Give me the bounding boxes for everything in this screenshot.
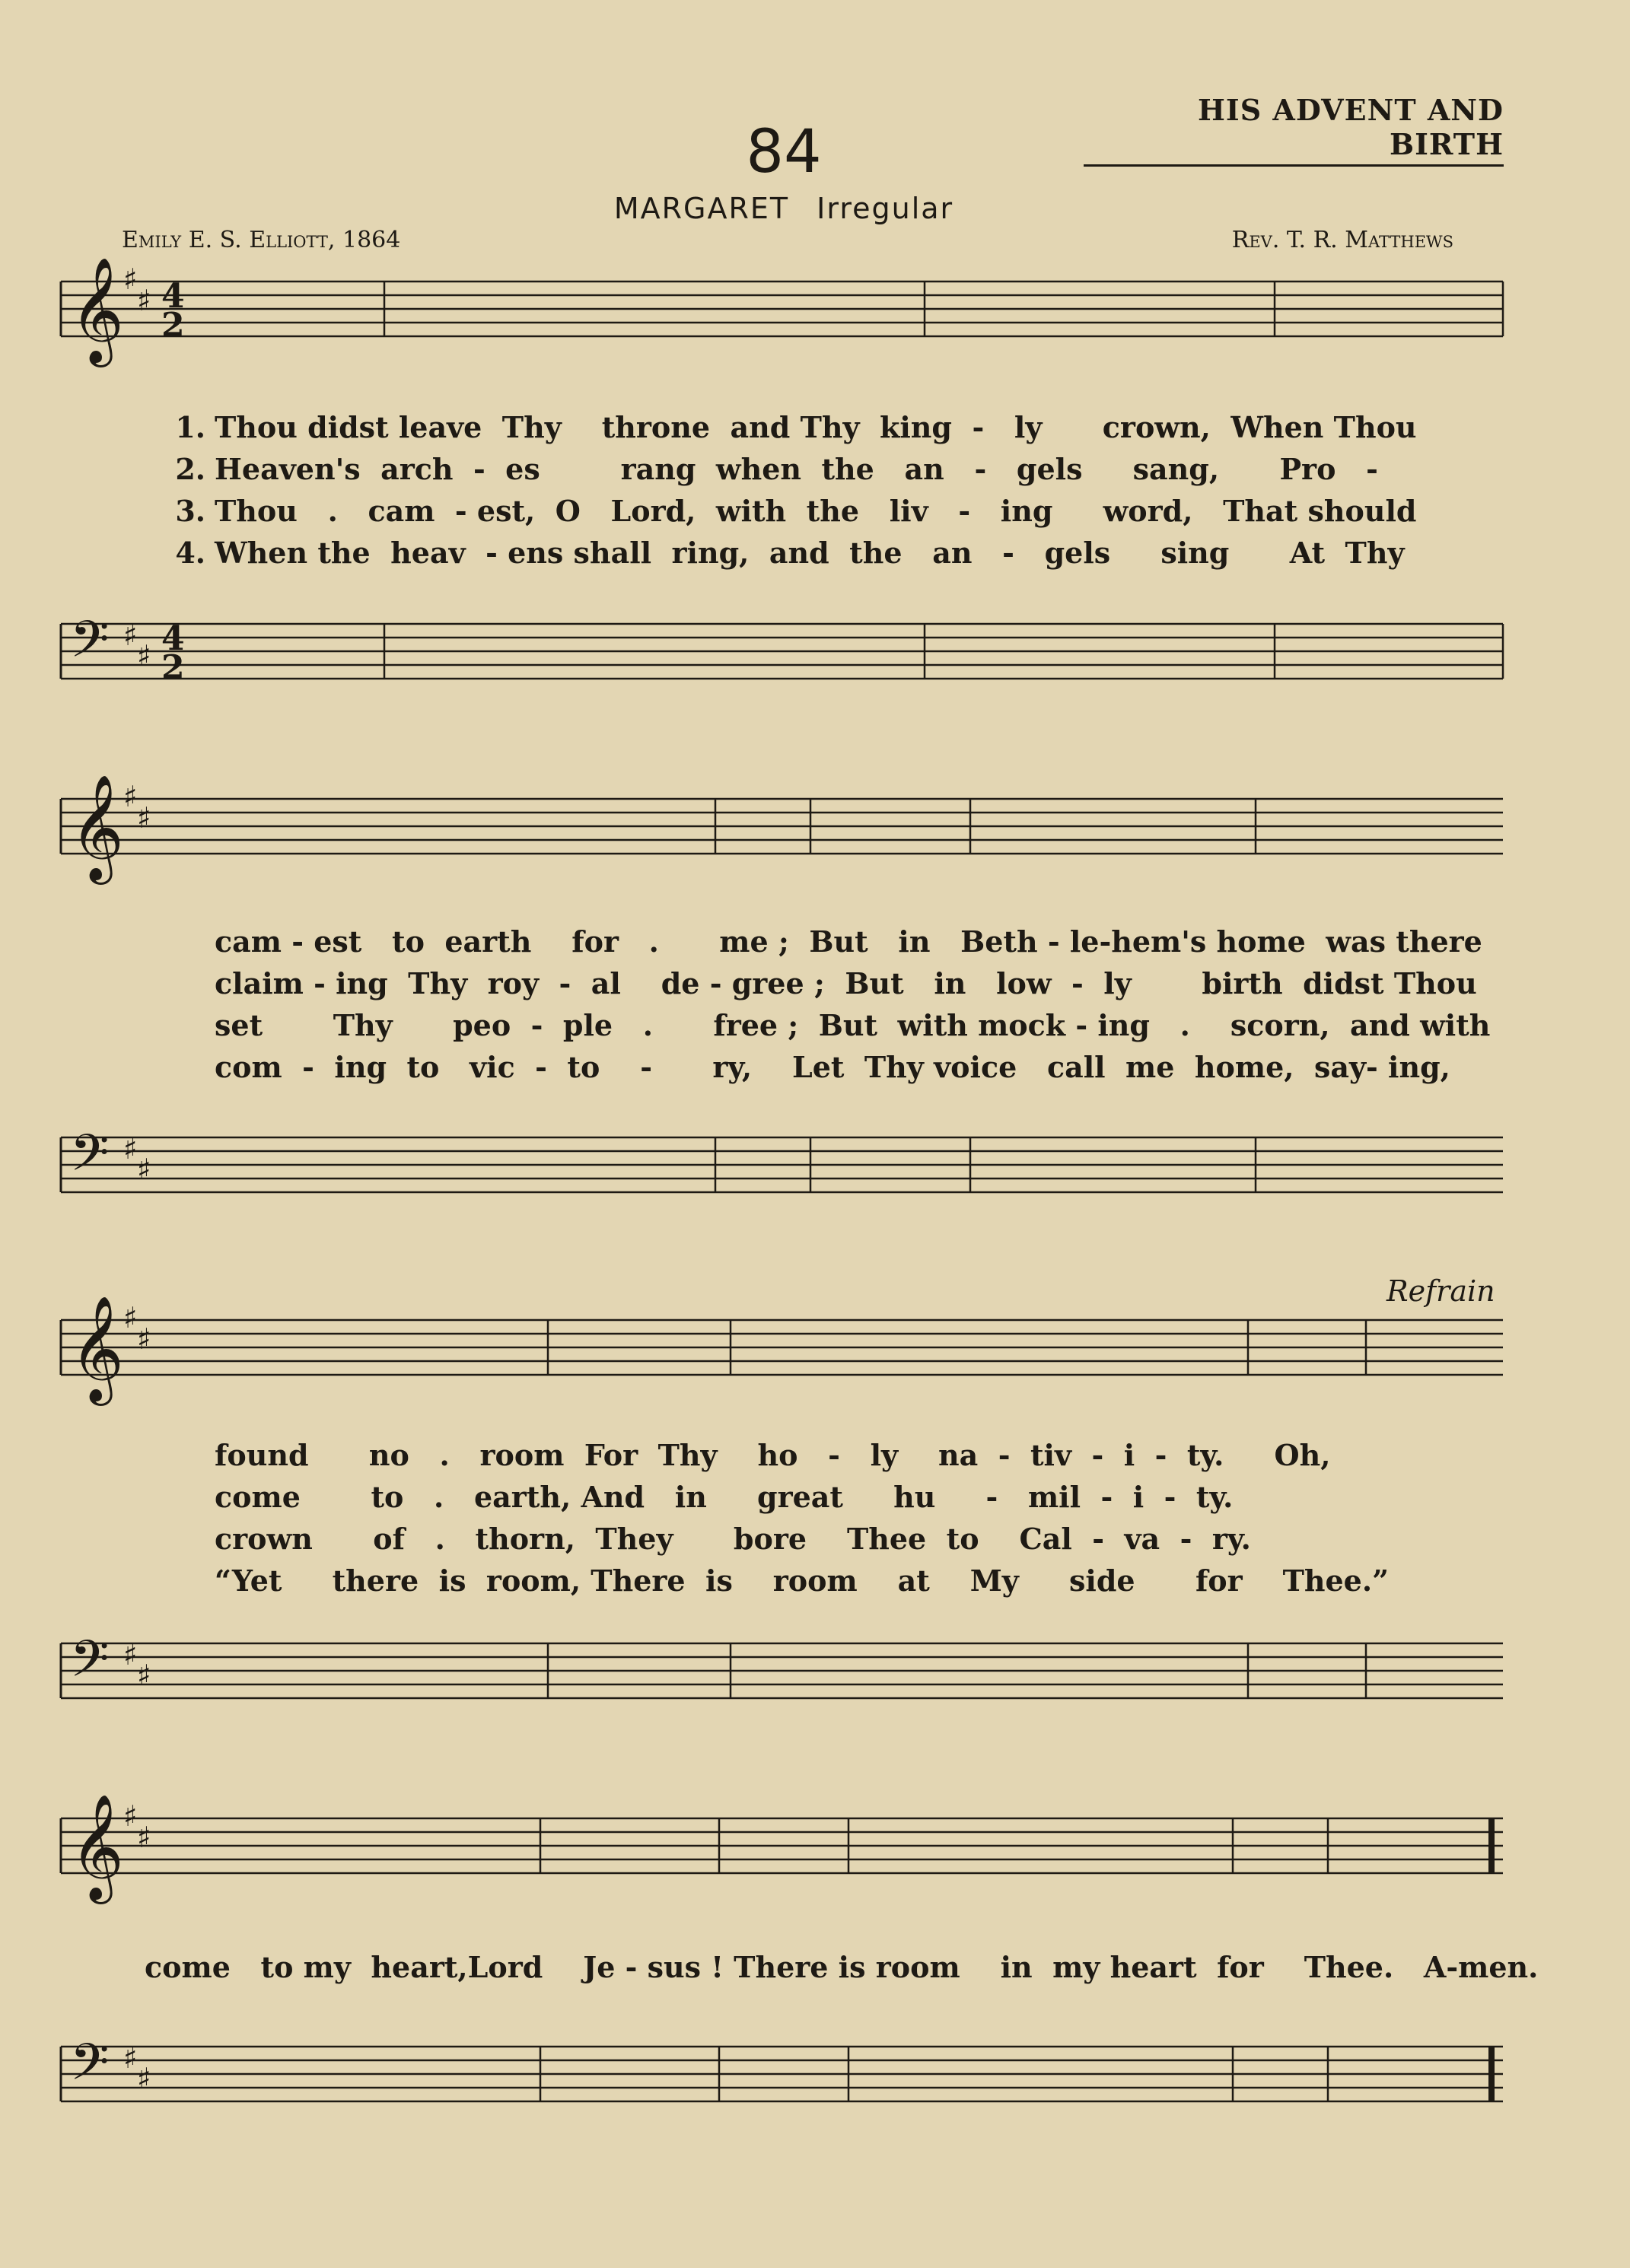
key-signature-sharp-icon: ♯ [123, 1799, 138, 1833]
bass-clef-icon: 𝄢 [70, 2033, 110, 2104]
lyric-line-verse-1: come to my heart,Lord Je - sus ! There is room in my heart for Thee. A-men. [145, 1950, 1539, 1984]
lyrics-system-4 [145, 1946, 1539, 1988]
treble-clef-icon: 𝄞 [70, 775, 124, 880]
key-signature-sharp-icon: ♯ [137, 1153, 151, 1186]
lyric-line-verse-1: found no . room For Thy ho - ly na - tiv - i - ty. Oh, [215, 1438, 1331, 1472]
key-signature-sharp-icon: ♯ [137, 2062, 151, 2095]
lyric-line-verse-2: come to . earth, And in great hu - mil - i - ty. [215, 1480, 1234, 1514]
treble-staff-system-1 [0, 257, 1630, 363]
tune-line [548, 192, 1020, 225]
key-signature-sharp-icon: ♯ [123, 262, 138, 296]
treble-staff-system-2 [0, 775, 1630, 880]
composer-credit: Rev. T. R. Matthews [1231, 227, 1453, 253]
author-credit: Emily E. S. Elliott, 1864 [122, 227, 401, 253]
key-signature-sharp-icon: ♯ [123, 1301, 138, 1334]
lyric-line-verse-4: “Yet there is room, There is room at My side for Thee.” [215, 1563, 1389, 1598]
time-signature-top: 4 [161, 619, 185, 658]
time-signature-bottom: 2 [161, 648, 185, 687]
lyric-line-verse-3: 3. Thou . cam - est, O Lord, with the liv - ing word, That should [175, 494, 1417, 528]
hymn-number: 84 [746, 118, 822, 186]
bass-staff-system-1 [0, 610, 1630, 700]
lyric-line-verse-2: claim - ing Thy roy - al de - gree ; But in low - ly birth didst Thou [215, 966, 1477, 1000]
lyrics-system-3 [160, 1434, 1530, 1602]
key-signature-sharp-icon: ♯ [137, 284, 151, 317]
key-signature-sharp-icon: ♯ [123, 619, 138, 652]
lyric-line-verse-3: set Thy peo - ple . free ; But with mock - ing . scorn, and with [215, 1008, 1491, 1042]
treble-staff-system-4 [0, 1794, 1630, 1900]
treble-clef-icon: 𝄞 [70, 1296, 124, 1401]
refrain-label: Refrain [1386, 1274, 1495, 1308]
bass-clef-icon: 𝄢 [70, 1630, 110, 1700]
treble-clef-icon: 𝄞 [70, 257, 124, 363]
key-signature-sharp-icon: ♯ [137, 1322, 151, 1356]
lyrics-system-2 [160, 921, 1530, 1088]
section-header: HIS ADVENT AND BIRTH [1084, 93, 1504, 167]
key-signature-sharp-icon: ♯ [123, 1638, 138, 1672]
key-signature-sharp-icon: ♯ [137, 801, 151, 835]
time-signature-top: 4 [161, 277, 185, 316]
lyric-line-verse-4: 4. When the heav - ens shall ring, and the an - gels sing At Thy [175, 536, 1405, 570]
time-signature-bottom: 2 [161, 306, 185, 345]
treble-staff-system-3 [0, 1296, 1630, 1401]
bass-clef-icon: 𝄢 [70, 610, 110, 681]
key-signature-sharp-icon: ♯ [137, 1659, 151, 1692]
lyric-line-verse-1: cam - est to earth for . me ; But in Beth - le-hem's home was there [215, 924, 1482, 959]
bass-clef-icon: 𝄢 [70, 1124, 110, 1194]
key-signature-sharp-icon: ♯ [137, 639, 151, 673]
key-signature-sharp-icon: ♯ [123, 780, 138, 813]
bass-staff-system-2 [0, 1124, 1630, 1214]
key-signature-sharp-icon: ♯ [123, 2041, 138, 2075]
treble-clef-icon: 𝄞 [70, 1794, 124, 1900]
key-signature-sharp-icon: ♯ [123, 1132, 138, 1166]
lyric-line-verse-2: 2. Heaven's arch - es rang when the an - gels sang, Pro - [175, 452, 1378, 486]
lyric-line-verse-3: crown of . thorn, They bore Thee to Cal - va - ry. [215, 1522, 1251, 1556]
lyric-line-verse-4: com - ing to vic - to - ry, Let Thy voice call me home, say- ing, [215, 1050, 1450, 1084]
key-signature-sharp-icon: ♯ [137, 1821, 151, 1854]
bass-staff-system-3 [0, 1630, 1630, 1719]
tune-meter: Irregular [817, 192, 954, 225]
bass-staff-system-4 [0, 2033, 1630, 2123]
lyrics-system-1 [160, 406, 1530, 574]
tune-name: MARGARET [613, 192, 790, 225]
lyric-line-verse-1: 1. Thou didst leave Thy throne and Thy king - ly crown, When Thou [175, 410, 1417, 444]
